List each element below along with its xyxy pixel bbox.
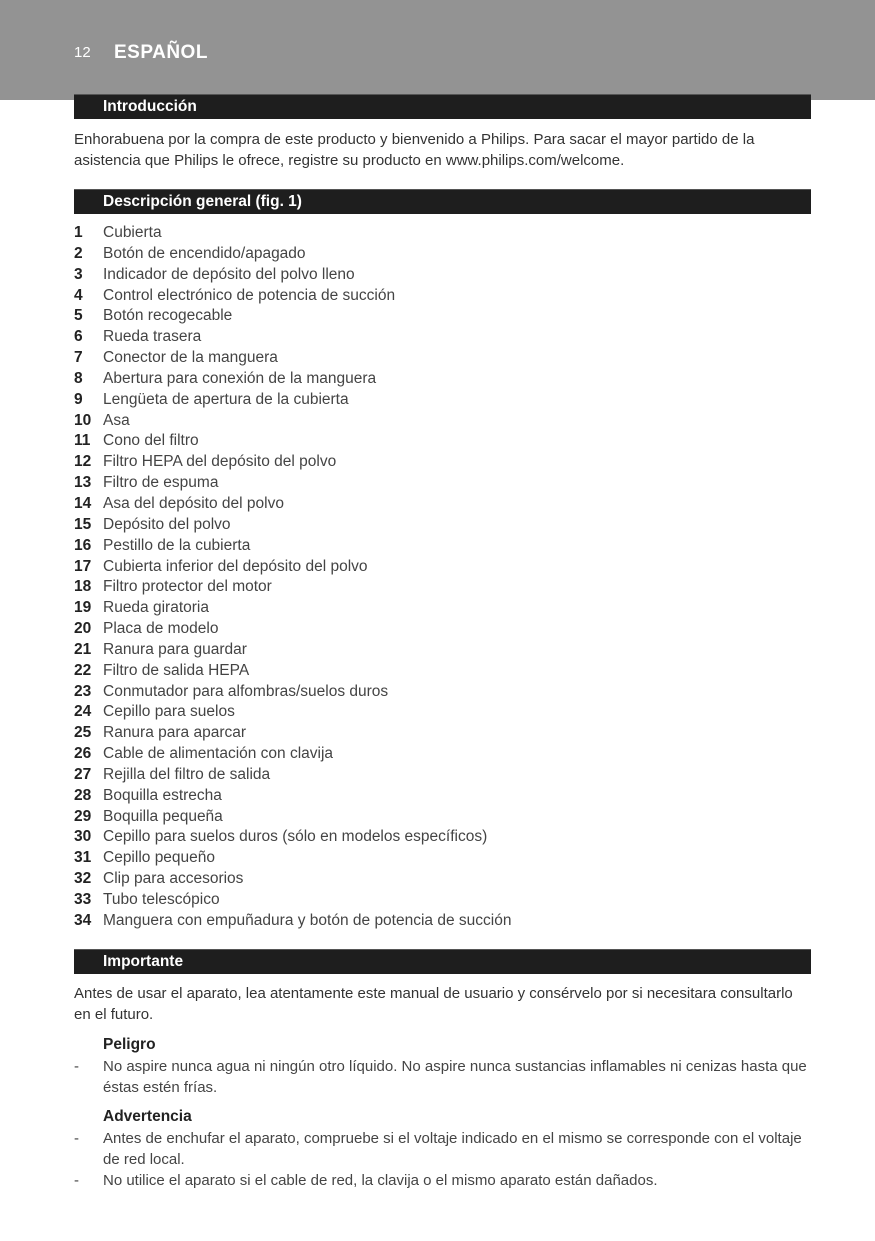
list-item [74, 807, 811, 828]
list-item-number: 10 [74, 411, 92, 429]
list-item [74, 577, 811, 598]
list-item-label: Clip para accesorios [103, 870, 244, 888]
list-item [74, 265, 811, 286]
danger-heading: Peligro [103, 1036, 156, 1053]
list-item-label: Depósito del polvo [103, 515, 231, 533]
list-item-label: Filtro de salida HEPA [103, 661, 250, 679]
list-item [74, 682, 811, 703]
list-item-number: 21 [74, 640, 92, 658]
list-item-number: 4 [74, 286, 83, 304]
list-item [74, 765, 811, 786]
danger-bullet-text: No aspire nunca agua ni ningún otro líquido. No aspire nunca sustancias inflamables ni cenizas hasta que éstas estén frías. [103, 1058, 807, 1096]
important-paragraph: Antes de usar el aparato, lea atentamente este manual de usuario y consérvelo por si necesitara consultarlo en el futuro. [74, 985, 793, 1023]
list-item [74, 557, 811, 578]
list-item [74, 327, 811, 348]
list-item-number: 31 [74, 849, 92, 867]
list-item [74, 640, 811, 661]
list-item-label: Cubierta [103, 224, 162, 241]
list-item-label: Botón recogecable [103, 307, 233, 325]
intro-paragraph: Enhorabuena por la compra de este producto y bienvenido a Philips. Para sacar el mayor partido de la asistencia que Philips le ofrece, registre su producto en www.philips.com/welcome. [74, 131, 755, 169]
list-item-label: Asa [103, 411, 130, 429]
list-item-number: 34 [74, 911, 92, 929]
list-item-label: Cepillo para suelos duros (sólo en modelos específicos) [103, 828, 488, 846]
warning-bullet-text-2: No utilice el aparato si el cable de red, la clavija o el mismo aparato están dañados. [103, 1172, 658, 1189]
list-item [74, 452, 811, 473]
bullet-marker: - [74, 1172, 79, 1189]
list-item [74, 390, 811, 411]
language-title: ESPAÑOL [114, 42, 208, 63]
warning-bullet-text-1: Antes de enchufar el aparato, compruebe si el voltaje indicado en el mismo se corresponde con el voltaje de red local. [103, 1130, 802, 1168]
list-item-number: 25 [74, 724, 92, 742]
list-item-label: Cable de alimentación con clavija [103, 745, 334, 763]
list-item-number: 3 [74, 265, 83, 283]
list-item-number: 6 [74, 328, 83, 346]
list-item-number: 17 [74, 557, 92, 575]
list-item-label: Conector de la manguera [103, 349, 278, 367]
list-item [74, 827, 811, 848]
section-header-important [74, 949, 811, 974]
warning-bullet-2 [74, 1170, 811, 1191]
list-item-label: Manguera con empuñadura y botón de potencia de succión [103, 911, 512, 929]
list-item [74, 848, 811, 869]
list-item-label: Botón de encendido/apagado [103, 244, 306, 262]
list-item [74, 869, 811, 890]
list-item [74, 723, 811, 744]
list-item-number: 20 [74, 620, 92, 638]
list-item-label: Cepillo pequeño [103, 849, 216, 867]
list-item [74, 536, 811, 557]
list-item-number: 16 [74, 536, 92, 554]
list-item-label: Pestillo de la cubierta [103, 536, 251, 554]
list-item [74, 306, 811, 327]
list-item-number: 13 [74, 474, 92, 492]
list-item-label: Abertura para conexión de la manguera [103, 369, 377, 387]
list-item-label: Cubierta inferior del depósito del polvo [103, 557, 368, 575]
list-item [74, 702, 811, 723]
page-number: 12 [74, 44, 91, 61]
list-item-number: 1 [74, 224, 83, 241]
list-item [74, 348, 811, 369]
list-item [74, 661, 811, 682]
list-item-label: Boquilla estrecha [103, 786, 222, 804]
list-item-label: Asa del depósito del polvo [103, 494, 284, 512]
list-item-label: Boquilla pequeña [103, 807, 223, 825]
list-item-number: 33 [74, 891, 92, 908]
list-item-number: 26 [74, 745, 92, 763]
list-item-number: 2 [74, 244, 83, 262]
list-item-number: 27 [74, 765, 92, 783]
list-item-label: Placa de modelo [103, 620, 219, 638]
page-header-band [0, 0, 875, 100]
section-title-important: Importante [103, 953, 184, 970]
list-item-label: Lengüeta de apertura de la cubierta [103, 390, 349, 408]
list-item-label: Ranura para guardar [103, 640, 247, 658]
list-item-number: 9 [74, 390, 83, 408]
list-item-label: Rueda giratoria [103, 599, 209, 617]
list-item-label: Conmutador para alfombras/suelos duros [103, 682, 389, 700]
list-item [74, 223, 811, 244]
list-item-number: 23 [74, 682, 92, 700]
section-title-intro: Introducción [103, 98, 197, 115]
list-item [74, 911, 811, 932]
list-item [74, 890, 811, 911]
list-item-number: 28 [74, 786, 92, 804]
list-item-label: Control electrónico de potencia de succión [103, 286, 396, 304]
bullet-marker: - [74, 1130, 79, 1147]
list-item [74, 244, 811, 265]
list-item [74, 473, 811, 494]
list-item-number: 5 [74, 307, 83, 325]
list-item [74, 431, 811, 452]
list-item-label: Rueda trasera [103, 328, 202, 346]
list-item-number: 32 [74, 870, 92, 888]
section-header-intro [74, 94, 811, 119]
list-item-label: Filtro de espuma [103, 474, 219, 492]
list-item [74, 598, 811, 619]
list-item [74, 411, 811, 432]
list-item [74, 744, 811, 765]
list-item-number: 11 [74, 432, 91, 450]
danger-bullet [74, 1056, 811, 1098]
list-item-label: Cono del filtro [103, 432, 199, 450]
list-item-number: 14 [74, 494, 92, 512]
list-item-number: 22 [74, 661, 92, 679]
list-item [74, 786, 811, 807]
list-item [74, 286, 811, 307]
list-item [74, 494, 811, 515]
list-item-number: 8 [74, 369, 83, 387]
list-item [74, 369, 811, 390]
list-item-label: Cepillo para suelos [103, 703, 235, 721]
list-item-label: Ranura para aparcar [103, 724, 247, 742]
list-item-label: Rejilla del filtro de salida [103, 765, 271, 783]
section-header-overview [74, 189, 811, 214]
list-item-label: Tubo telescópico [103, 891, 220, 908]
parts-list [74, 223, 811, 932]
list-item [74, 619, 811, 640]
list-item-label: Filtro protector del motor [103, 578, 272, 596]
section-title-overview: Descripción general (fig. 1) [103, 193, 302, 210]
list-item-number: 30 [74, 828, 92, 846]
warning-heading: Advertencia [103, 1108, 192, 1125]
list-item [74, 515, 811, 536]
list-item-number: 15 [74, 515, 92, 533]
list-item-number: 19 [74, 599, 92, 617]
list-item-label: Filtro HEPA del depósito del polvo [103, 453, 337, 471]
list-item-number: 18 [74, 578, 92, 596]
list-item-number: 7 [74, 349, 83, 367]
list-item-number: 29 [74, 807, 92, 825]
list-item-number: 24 [74, 703, 92, 721]
list-item-label: Indicador de depósito del polvo lleno [103, 265, 355, 283]
warning-bullet-1 [74, 1128, 811, 1170]
list-item-number: 12 [74, 453, 92, 471]
bullet-marker: - [74, 1058, 79, 1075]
